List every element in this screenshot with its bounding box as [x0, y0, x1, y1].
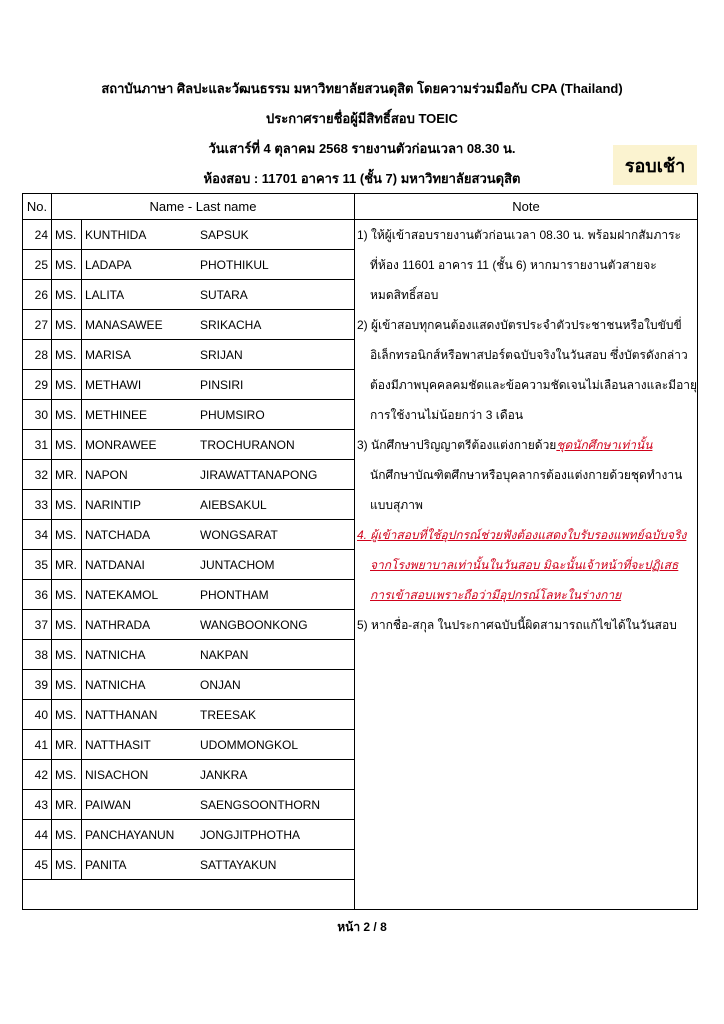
row-name	[82, 220, 355, 250]
row-name	[82, 550, 355, 580]
first-name: MARISA	[85, 347, 132, 362]
row-name	[82, 280, 355, 310]
header-note: Note	[355, 194, 698, 220]
first-name: NAPON	[85, 467, 128, 482]
last-name: SUTARA	[200, 287, 248, 302]
table-row	[23, 220, 698, 250]
last-name: SRIJAN	[200, 347, 243, 362]
row-name	[82, 520, 355, 550]
header-room: ห้องสอบ : 11701 อาคาร 11 (ชั้น 7) มหาวิทยาลัยสวนดุสิต	[203, 171, 521, 186]
row-name	[82, 370, 355, 400]
first-name: PAIWAN	[85, 797, 132, 812]
row-number: 28	[23, 340, 52, 370]
first-name: NATEKAMOL	[85, 587, 159, 602]
row-number: 39	[23, 670, 52, 700]
last-name: JONGJITPHOTHA	[200, 827, 301, 842]
row-title: MS.	[52, 760, 82, 790]
first-name: PANCHAYANUN	[85, 827, 175, 842]
first-name: NATCHADA	[85, 527, 151, 542]
last-name: UDOMMONGKOL	[200, 737, 299, 752]
note-1c: หมดสิทธิ์สอบ	[370, 288, 439, 302]
row-number: 31	[23, 430, 52, 460]
row-name	[82, 730, 355, 760]
last-name: SAENGSOONTHORN	[200, 797, 321, 812]
row-title: MS.	[52, 430, 82, 460]
row-name	[82, 430, 355, 460]
last-name: JIRAWATTANAPONG	[200, 467, 318, 482]
last-name: WONGSARAT	[200, 527, 278, 542]
table-header-row	[23, 194, 698, 220]
first-name: NISACHON	[85, 767, 149, 782]
row-title: MS.	[52, 520, 82, 550]
page-number: หน้า 2 / 8	[337, 920, 387, 934]
row-number: 27	[23, 310, 52, 340]
row-number: 25	[23, 250, 52, 280]
first-name: LADAPA	[85, 257, 132, 272]
row-number: 45	[23, 850, 52, 880]
row-number: 37	[23, 610, 52, 640]
first-name: METHINEE	[85, 407, 148, 422]
row-number: 33	[23, 490, 52, 520]
note-1b: ที่ห้อง 11601 อาคาร 11 (ชั้น 6) หากมารายงานตัวสายจะ	[370, 258, 657, 272]
last-name: TROCHURANON	[200, 437, 295, 452]
row-number: 35	[23, 550, 52, 580]
last-name: PINSIRI	[200, 377, 244, 392]
row-title: MS.	[52, 640, 82, 670]
row-number: 44	[23, 820, 52, 850]
row-title: MS.	[52, 310, 82, 340]
last-name: PHONTHAM	[200, 587, 269, 602]
row-name	[82, 760, 355, 790]
note-2a: 2) ผู้เข้าสอบทุกคนต้องแสดงบัตรประจำตัวประชาชนหรือใบขับขี่	[357, 318, 682, 332]
last-name: SATTAYAKUN	[200, 857, 277, 872]
row-title: MS.	[52, 490, 82, 520]
row-number: 40	[23, 700, 52, 730]
empty-cell	[23, 880, 355, 910]
note-4c: การเข้าสอบเพราะถือว่ามีอุปกรณ์โลหะในร่างกาย	[370, 588, 622, 602]
row-name	[82, 640, 355, 670]
row-number: 38	[23, 640, 52, 670]
row-number: 43	[23, 790, 52, 820]
row-number: 30	[23, 400, 52, 430]
last-name: JANKRA	[200, 767, 248, 782]
note-3c: แบบสุภาพ	[370, 498, 423, 512]
last-name: NAKPAN	[200, 647, 249, 662]
row-title: MR.	[52, 730, 82, 760]
note-3a-prefix: 3) นักศึกษาปริญญาตรีต้องแต่งกายด้วย	[357, 438, 557, 452]
first-name: NATTHANAN	[85, 707, 158, 722]
first-name: NATTHASIT	[85, 737, 151, 752]
row-number: 42	[23, 760, 52, 790]
row-name	[82, 340, 355, 370]
first-name: NARINTIP	[85, 497, 142, 512]
last-name: SRIKACHA	[200, 317, 262, 332]
row-title: MS.	[52, 700, 82, 730]
row-title: MR.	[52, 550, 82, 580]
note-4b: จากโรงพยาบาลเท่านั้นในวันสอบ มิฉะนั้นเจ้าหน้าที่จะปฏิเสธ	[370, 558, 679, 572]
session-badge: รอบเช้า	[613, 145, 697, 185]
row-number: 41	[23, 730, 52, 760]
last-name: ONJAN	[200, 677, 241, 692]
header-announcement: ประกาศรายชื่อผู้มีสิทธิ์สอบ TOEIC	[266, 111, 458, 126]
row-name	[82, 790, 355, 820]
last-name: JUNTACHOM	[200, 557, 275, 572]
row-title: MS.	[52, 370, 82, 400]
last-name: WANGBOONKONG	[200, 617, 308, 632]
row-name	[82, 250, 355, 280]
note-2d: การใช้งานไม่น้อยกว่า 3 เดือน	[370, 408, 524, 422]
note-2b: อิเล็กทรอนิกส์หรือพาสปอร์ตฉบับจริงในวันสอบ ซึ่งบัตรดังกล่าว	[370, 348, 688, 362]
first-name: NATDANAI	[85, 557, 145, 572]
header-name: Name - Last name	[52, 194, 355, 220]
note-3a-emphasis: ชุดนักศึกษาเท่านั้น	[556, 438, 653, 452]
note-3a	[355, 430, 697, 460]
last-name: AIEBSAKUL	[200, 497, 267, 512]
row-title: MS.	[52, 580, 82, 610]
row-number: 34	[23, 520, 52, 550]
row-title: MS.	[52, 280, 82, 310]
row-title: MS.	[52, 250, 82, 280]
row-name	[82, 610, 355, 640]
row-number: 36	[23, 580, 52, 610]
first-name: METHAWI	[85, 377, 142, 392]
last-name: SAPSUK	[200, 227, 249, 242]
header-institution: สถาบันภาษา ศิลปะและวัฒนธรรม มหาวิทยาลัยสวนดุสิต โดยความร่วมมือกับ CPA (Thailand)	[101, 81, 623, 96]
first-name: NATNICHA	[85, 647, 146, 662]
row-name	[82, 670, 355, 700]
row-title: MS.	[52, 820, 82, 850]
note-5: 5) หากชื่อ-สกุล ในประกาศฉบับนี้ผิดสามารถแก้ไขได้ในวันสอบ	[357, 618, 677, 632]
note-2c: ต้องมีภาพบุคคลคมชัดและข้อความชัดเจนไม่เลือนลางและมีอายุ	[370, 378, 697, 392]
note-4a: 4. ผู้เข้าสอบที่ใช้อุปกรณ์ช่วยฟังต้องแสดงใบรับรองแพทย์ฉบับจริง	[357, 528, 687, 542]
row-name	[82, 820, 355, 850]
row-name	[82, 490, 355, 520]
note-3b: นักศึกษาบัณฑิตศึกษาหรือบุคลากรต้องแต่งกายด้วยชุดทำงาน	[370, 468, 683, 482]
last-name: PHOTHIKUL	[200, 257, 269, 272]
row-name	[82, 850, 355, 880]
row-title: MR.	[52, 460, 82, 490]
row-name	[82, 700, 355, 730]
row-name	[82, 580, 355, 610]
row-number: 24	[23, 220, 52, 250]
first-name: PANITA	[85, 857, 127, 872]
first-name: KUNTHIDA	[85, 227, 147, 242]
first-name: NATNICHA	[85, 677, 146, 692]
first-name: LALITA	[85, 287, 125, 302]
header-no: No.	[23, 194, 52, 220]
row-title: MS.	[52, 400, 82, 430]
row-title: MS.	[52, 220, 82, 250]
row-title: MS.	[52, 340, 82, 370]
notes-cell	[355, 220, 698, 910]
first-name: MANASAWEE	[85, 317, 163, 332]
first-name: MONRAWEE	[85, 437, 157, 452]
last-name: TREESAK	[200, 707, 257, 722]
last-name: PHUMSIRO	[200, 407, 265, 422]
row-title: MS.	[52, 670, 82, 700]
row-title: MS.	[52, 610, 82, 640]
row-title: MR.	[52, 790, 82, 820]
note-1a: 1) ให้ผู้เข้าสอบรายงานตัวก่อนเวลา 08.30 น. พร้อมฝากสัมภาระ	[357, 228, 681, 242]
row-title: MS.	[52, 850, 82, 880]
candidate-table	[22, 193, 698, 910]
first-name: NATHRADA	[85, 617, 151, 632]
row-number: 32	[23, 460, 52, 490]
row-name	[82, 310, 355, 340]
row-name	[82, 460, 355, 490]
row-name	[82, 400, 355, 430]
header-date: วันเสาร์ที่ 4 ตุลาคม 2568 รายงานตัวก่อนเวลา 08.30 น.	[208, 141, 516, 156]
row-number: 29	[23, 370, 52, 400]
row-number: 26	[23, 280, 52, 310]
